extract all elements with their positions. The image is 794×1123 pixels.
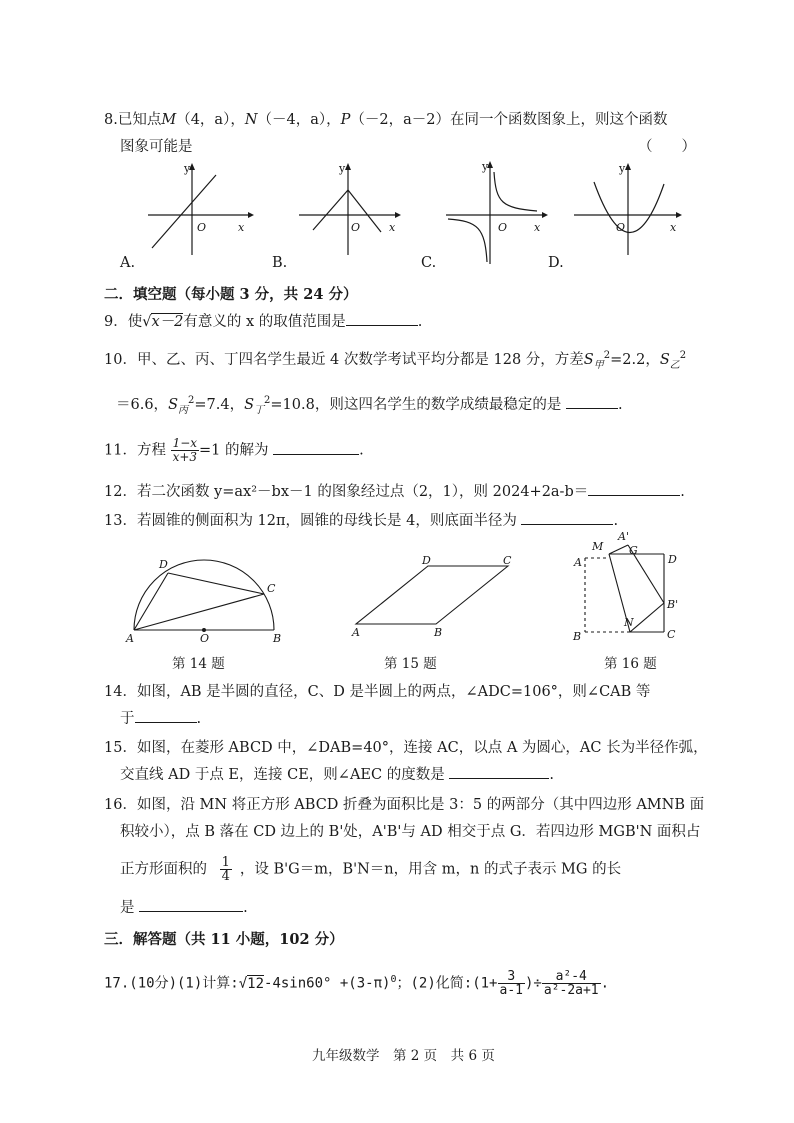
point-b-label: B — [273, 632, 282, 645]
point-c-label: C — [667, 628, 676, 641]
q11: 11．方程 $\frac{1-x}{x+3}$ =1 的解为 . — [104, 436, 364, 464]
option-d[interactable]: D. — [548, 255, 564, 271]
origin-label: O — [197, 221, 207, 234]
option-a[interactable]: A. — [120, 255, 136, 271]
q8-answer-paren: （ ） — [638, 139, 696, 155]
q12: 12．若二次函数 y=ax²－bx－1 的图象经过点（2，1），则 2024+2a-b＝ . — [104, 480, 685, 501]
point-o-label: O — [200, 632, 210, 645]
section-2-heading: 二．填空题（每小题 3 分，共 24 分） — [104, 286, 358, 303]
q16-line2: 积较小），点 B 落在 CD 边上的 B'处，A'B'与 AD 相交于点 G．若四边形 MGB'N 面积占 — [120, 824, 701, 840]
axis-y-label: y — [619, 162, 626, 175]
axis-y-label: y — [339, 162, 346, 175]
axis-y-label: y — [482, 160, 489, 173]
point-g-label: G — [629, 544, 638, 557]
q8-graph-b — [293, 160, 413, 260]
q11-fraction: $\frac{1-x}{x+3}$ — [172, 436, 198, 464]
q14-answer-blank[interactable] — [135, 708, 197, 723]
axis-y-label: y — [184, 162, 191, 175]
q10-line2: ＝6.6，$S_丙^2=7.4$，$S_丁^2=10.8$，则这四名学生的数学成绩最稳定的是 . — [116, 395, 623, 416]
point-a-label: A — [352, 626, 360, 639]
q10-line1: 10．甲、乙、丙、丁四名学生最近 4 次数学考试平均分都是 128 分，方差$S_甲^2=2.2$，$S_乙^2$ — [104, 350, 687, 371]
q14-line1: 14．如图，AB 是半圆的直径，C、D 是半圆上的两点，∠ADC=106°，则∠CAB 等 — [104, 684, 651, 700]
point-d-label: D — [668, 553, 677, 566]
point-c-label: C — [267, 582, 276, 595]
figure-16 — [568, 528, 688, 650]
sqrt-sign: √ — [142, 314, 152, 330]
q17: 17.(10分)(1)计算:√12-4sin60° $+(3-\pi)^0$；(2)化简:(1+ $\frac{3}{a-1}$ )÷ $\frac{\text{a²-4}}{\text{a²-2a+1}}$ . — [104, 969, 610, 998]
q13-answer-blank[interactable] — [521, 510, 613, 525]
axis-x-label: x — [389, 221, 396, 234]
q8-graph-d — [572, 160, 692, 260]
q14-line2: 于 . — [120, 707, 201, 728]
q9: 9．使√x－2有意义的 x 的取值范围是 . — [104, 310, 422, 331]
figure-14 — [126, 552, 286, 644]
point-a-prime-label: A' — [618, 530, 629, 543]
q8-graph-a — [140, 160, 260, 260]
point-b-label: B — [573, 630, 582, 643]
figure-15 — [348, 554, 518, 640]
axis-x-label: x — [670, 221, 677, 234]
axis-x-label: x — [534, 221, 541, 234]
q13: 13．若圆锥的侧面积为 12π，圆锥的母线长是 4，则底面半径为 . — [104, 509, 618, 530]
q16-line1: 16．如图，沿 MN 将正方形 ABCD 折叠为面积比是 3：5 的两部分（其中四边形 AMNB 面 — [104, 797, 705, 813]
point-a-label: A — [126, 632, 134, 645]
point-d-label: D — [159, 558, 168, 571]
figure-14-caption: 第 14 题 — [172, 656, 225, 672]
axis-x-label: x — [238, 221, 245, 234]
point-m-label: M — [592, 540, 604, 553]
q9-answer-blank[interactable] — [346, 311, 418, 326]
point-a-label: A — [574, 556, 582, 569]
figure-15-caption: 第 15 题 — [384, 656, 437, 672]
q17-fraction-1: $\frac{3}{a-1}$ — [499, 969, 523, 998]
q8-graph-c — [442, 158, 562, 268]
section-3-heading: 三．解答题（共 11 小题，102 分） — [104, 931, 344, 948]
point-n-label: N — [624, 616, 634, 629]
q16-answer-blank[interactable] — [139, 897, 243, 912]
page-footer: 九年级数学 第 2 页 共 6 页 — [312, 1048, 495, 1064]
point-c-label: C — [503, 554, 512, 567]
q16-fraction: $\frac{1}{4}$ — [221, 855, 230, 884]
q12-answer-blank[interactable] — [588, 481, 680, 496]
q8-line2: 图象可能是 — [120, 139, 193, 155]
origin-label: O — [498, 221, 508, 234]
option-b[interactable]: B. — [272, 255, 288, 271]
point-d-label: D — [422, 554, 431, 567]
figure-16-caption: 第 16 题 — [604, 656, 657, 672]
q16-line3: 正方形面积的 $\frac{1}{4}$ ，设 B'G＝m，B'N＝n，用含 m，n 的式子表示 MG 的长 — [120, 855, 622, 884]
q8-line1: 8.已知点M（4，a），N（－4，a），P（－2，a－2）在同一个函数图象上，则这个函数 — [104, 112, 668, 128]
origin-label: O — [351, 221, 361, 234]
q15-line1: 15．如图，在菱形 ABCD 中，∠DAB=40°，连接 AC，以点 A 为圆心，AC 长为半径作弧， — [104, 740, 708, 756]
q16-line4: 是 . — [120, 896, 248, 917]
option-c[interactable]: C. — [421, 255, 437, 271]
q15-line2: 交直线 AD 于点 E，连接 CE，则∠AEC 的度数是 . — [120, 763, 554, 784]
q15-answer-blank[interactable] — [449, 764, 549, 779]
q10-answer-blank[interactable] — [566, 394, 618, 409]
point-b-label: B — [434, 626, 443, 639]
q11-answer-blank[interactable] — [273, 440, 359, 455]
origin-label: O — [616, 221, 626, 234]
point-b-prime-label: B' — [667, 598, 679, 611]
sqrt-sign: √ — [238, 975, 248, 992]
q17-fraction-2: $\frac{\text{a²-4}}{\text{a²-2a+1}}$ — [543, 969, 599, 998]
